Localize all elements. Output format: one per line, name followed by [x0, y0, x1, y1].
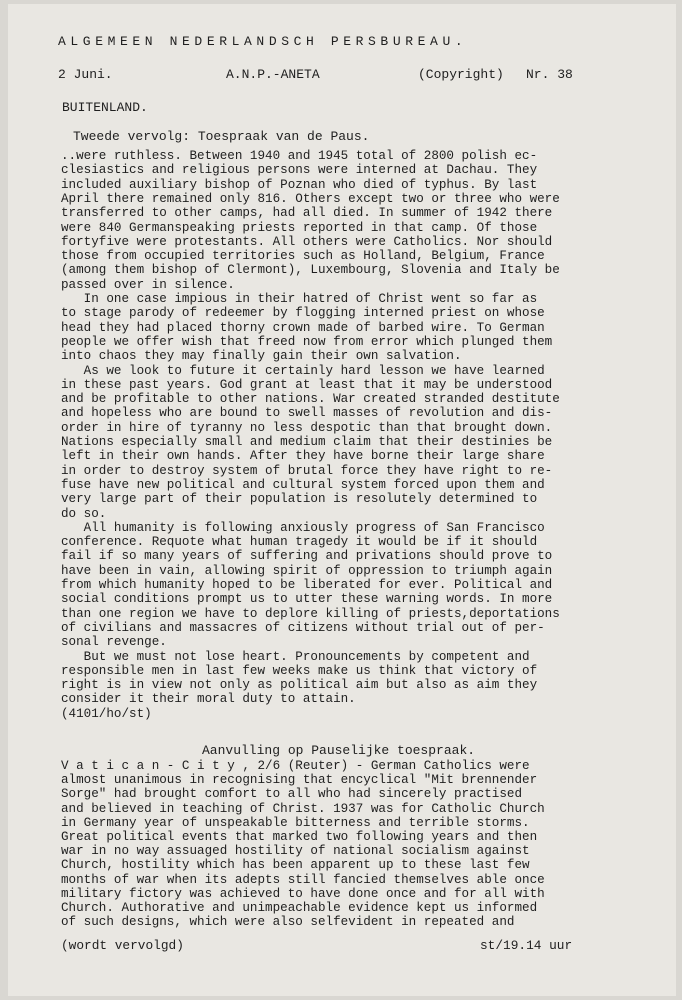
text-line: Sorge" had brought comfort to all who had sincerely practised [61, 787, 523, 802]
text-line: In one case impious in their hatred of Christ went so far as [61, 292, 538, 306]
text-line: ..were ruthless. Between 1940 and 1945 total of 2800 polish ec- [61, 149, 538, 163]
second-article-title: Aanvulling op Pauselijke toespraak. [202, 743, 476, 758]
text-line: Church, hostility which has been apparent up to these last few [61, 858, 530, 873]
text-line: conference. Requote what human tragedy it would be if it should [61, 535, 538, 550]
text-line: in Germany year of unspeakable bitterness and terrible storms. [61, 815, 530, 830]
text-line: to stage parody of redeemer by flogging interned priest on whose [61, 306, 545, 321]
text-line: Great political events that marked two following years and then [61, 830, 538, 844]
text-line: responsible men in last few weeks make us think that victory of [61, 663, 538, 678]
text-line: of civilians and massacres of citizens without trial out of per- [61, 620, 545, 635]
text-line: almost unanimous in recognising that encyclical "Mit brennender [61, 773, 538, 788]
dispatch-date: 2 Juni. [58, 67, 113, 82]
text-line: and be profitable to other nations. War created stranded destitute [61, 392, 560, 407]
text-line: clesiastics and religious persons were interned at Dachau. They [61, 163, 538, 178]
text-line: All humanity is following anxiously progress of San Francisco [61, 520, 545, 535]
document-page [8, 4, 676, 996]
text-line: and believed in teaching of Christ. 1937 was for Catholic Church [61, 801, 545, 816]
text-line: sonal revenge. [61, 635, 167, 650]
text-line: into chaos they may finally gain their own salvation. [61, 349, 462, 364]
text-line: fortyfive were protestants. All others were Catholics. Nor should [61, 234, 553, 249]
text-line: military fictory was achieved to have done once and for all with [61, 886, 545, 901]
text-line: But we must not lose heart. Pronouncements by competent and [61, 649, 530, 664]
copyright-label: (Copyright) [418, 67, 504, 82]
article-subtitle: Tweede vervolg: Toespraak van de Paus. [73, 129, 370, 144]
text-line: order in hire of tyranny no less despotic than that brought down. [61, 420, 553, 435]
text-line: transferred to other camps, had all died. In summer of 1942 there [61, 206, 553, 221]
agency-heading: ALGEMEEN NEDERLANDSCH PERSBUREAU. [58, 34, 468, 49]
text-line: in order to destroy system of brutal force they have right to re- [61, 463, 553, 478]
text-line: in these past years. God grant at least that it may be understood [61, 377, 553, 392]
text-line: fail if so many years of suffering and privations should prove to [61, 549, 553, 564]
text-line: Church. Authorative and unimpeachable evidence kept us informed [61, 901, 538, 915]
text-line: do so. [61, 506, 107, 521]
text-line: (4101/ho/st) [61, 706, 152, 721]
text-line: April there remained only 816. Others except two or three who were [61, 191, 560, 206]
text-line: (among them bishop of Clermont), Luxembourg, Slovenia and Italy be [61, 263, 560, 278]
text-line: right is in view not only as political aim but also as aim they [61, 678, 538, 693]
text-line: left in their own hands. After they have borne their large share [61, 449, 545, 464]
time-stamp: st/19.14 uur [480, 938, 573, 953]
text-line: people we offer wish that freed now from error which plunged them [61, 334, 553, 349]
text-line: were 840 Germanspeaking priests reported in that camp. Of those [61, 220, 538, 235]
text-line: months of war when its adepts still fancied themselves able once [61, 872, 545, 887]
text-line: war in no way assuaged hostility of national socialism against [61, 844, 530, 859]
text-line: those from occupied territories such as Holland, Belgium, France [61, 249, 545, 264]
text-line: very large part of their population is resolutely determined to [61, 492, 538, 507]
text-line: social conditions prompt us to utter these warning words. In more [61, 592, 553, 607]
text-line: passed over in silence. [61, 277, 235, 292]
text-line: consider it their moral duty to attain. [61, 692, 356, 707]
section-heading: BUITENLAND. [62, 100, 148, 115]
dispatch-number: Nr. 38 [526, 67, 573, 82]
text-line: Nations especially small and medium claim that their destinies be [61, 435, 553, 449]
text-line: included auxiliary bishop of Poznan who died of typhus. By last [61, 177, 538, 192]
continued-note: (wordt vervolgd) [61, 938, 184, 953]
text-line: and hopeless who are bound to swell masses of revolution and dis- [61, 406, 553, 421]
text-line: As we look to future it certainly hard lesson we have learned [61, 363, 545, 378]
service-name: A.N.P.-ANETA [226, 67, 320, 82]
text-line: from which humanity hoped to be liberated for ever. Political and [61, 578, 553, 592]
text-line: of such designs, which were also selfevident in repeated and [61, 915, 515, 930]
text-line: V a t i c a n - C i t y , 2/6 (Reuter) - German Catholics were [61, 759, 530, 773]
text-line: have been in vain, allowing spirit of oppression to triumph again [61, 563, 553, 578]
text-line: head they had placed thorny crown made of barbed wire. To German [61, 320, 545, 335]
text-line: fuse have new political and cultural system forced upon them and [61, 477, 545, 492]
text-line: than one region we have to deplore killing of priests,deportations [61, 606, 560, 621]
